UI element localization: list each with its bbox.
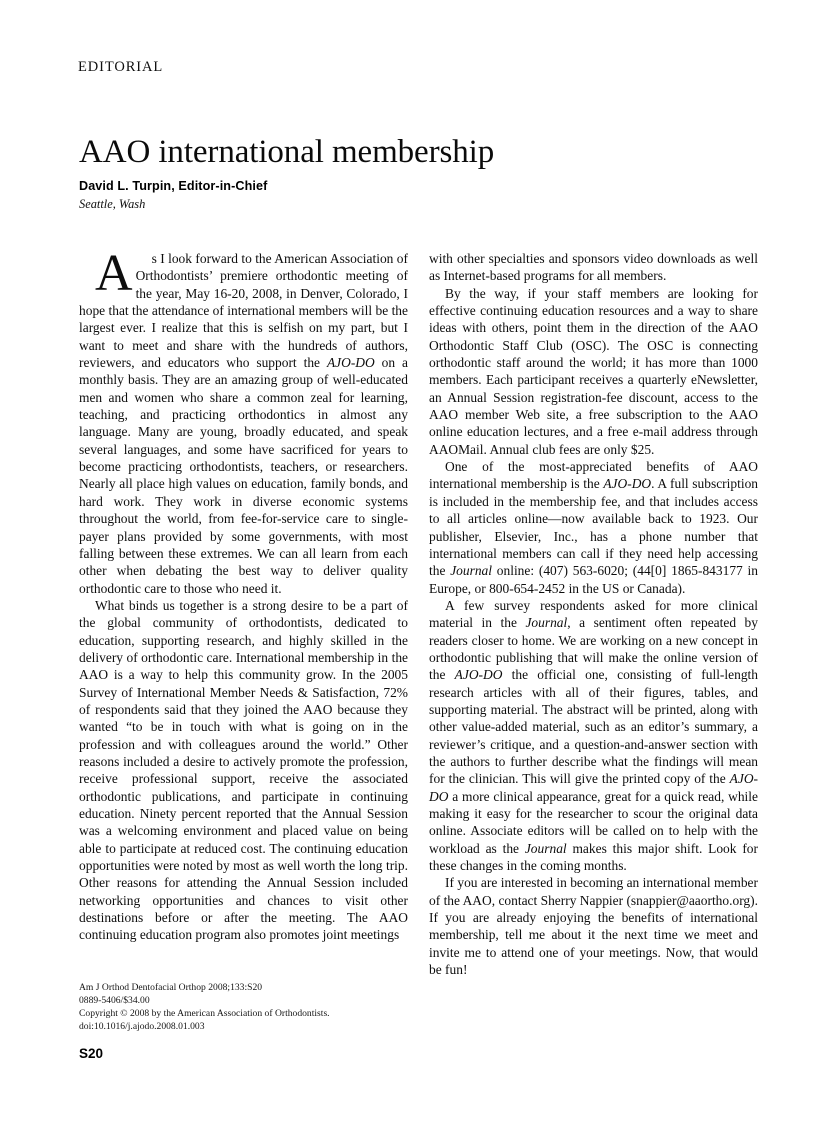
body-paragraph <box>79 597 408 944</box>
footnote-copyright: Copyright © 2008 by the American Association of Orthodontists. <box>79 1008 330 1020</box>
italic-term: AJO-DO <box>326 355 375 371</box>
body-column-left <box>79 245 408 944</box>
drop-cap-letter: A <box>95 245 133 302</box>
page-title: AAO international membership <box>79 134 495 171</box>
italic-term: Journal <box>525 615 568 631</box>
section-kicker: EDITORIAL <box>78 59 164 75</box>
footnote-block <box>79 981 419 1033</box>
footnote-citation: Am J Orthod Dentofacial Orthop 2008;133:S20 <box>79 982 263 993</box>
body-paragraph <box>429 874 758 978</box>
body-column-right <box>429 250 758 978</box>
author-byline: David L. Turpin, Editor-in-Chief <box>79 179 268 193</box>
italic-term: Journal <box>450 563 492 579</box>
body-paragraph <box>429 458 758 597</box>
paragraph-text: One of the most-appreciated benefits of AAO international membership is the AJO-DO. A full subscription is included in the membership fee, and that includes access to all articles online—now available back to 1923. Our publisher, Elsevier, Inc., has a phone number that international members can call if they need help accessing the Journal online: (407) 563-6020; (44[0] 1865-843177 in Europe, or 800-654-2452 in the US or Canada). <box>429 459 759 596</box>
footnote-issn: 0889-5406/$34.00 <box>79 995 150 1007</box>
paragraph-text: If you are interested in becoming an international member of the AAO, contact Sherry Nappier (snappier@aaortho.org). If you are already enjoying the benefits of international membership, tell me about it the next time we meet and invite me to attend one of your meetings. Now, that would be fun! <box>429 875 758 978</box>
paragraph-text: A few survey respondents asked for more clinical material in the Journal, a sentiment often repeated by readers closer to home. We are working on a new concept in orthodontic publishing that will make the online version of the AJO-DO the official one, consisting of full-length research articles with all of their figures, tables, and supporting material. The abstract will be printed, along with other value-added material, such as an editor’s summary, a reviewer’s critique, and a question-and-answer section with the authors to further describe what the findings will mean for the clinician. This will give the printed copy of the AJO-DO a more clinical appearance, great for a quick read, while making it easy for the researcher to scour the original data online. Associate editors will be called on to help with the workload as the Journal makes this major shift. Look for these changes in the coming months. <box>429 597 758 874</box>
footnote-doi: doi:10.1016/j.ajodo.2008.01.003 <box>79 1021 205 1033</box>
body-paragraph <box>79 245 408 597</box>
paragraph-text: What binds us together is a strong desire to be a part of the global community of orthodontists, dedicated to education, supporting research, and highly skilled in the delivery of orthodontic care. International membership in the AAO is a way to help this community grow. In the 2005 Survey of International Member Needs & Satisfaction, 72% of respondents said that they joined the AAO because they wanted “to be in touch with what is going on in the profession and with colleagues around the world.” Other reasons included a desire to actively promote the profession, receive professional support, receive the associated orthodontic publications, and participate in continuing education. Ninety percent reported that the Annual Session was a welcoming environment and placed value on being able to participate at reduced cost. The continuing education opportunities were noted by most as well worth the long trip. Other reasons for attending the Annual Session included networking opportunities and chances to visit other destinations before or after the meeting. The AAO continuing education program also promotes joint meetings <box>79 597 408 943</box>
italic-term: Journal <box>524 840 567 856</box>
italic-term: AJO-DO <box>454 667 503 683</box>
italic-term: AJO-DO <box>429 771 758 804</box>
paragraph-text: By the way, if your staff members are looking for effective continuing education resources and a way to share ideas with others, point them in the direction of the AAO Orthodontic Staff Club (OSC). The OSC is connecting orthodontic staff around the world; it has more than 1000 members. Each participant receives a quarterly eNewsletter, an Annual Session registration-fee discount, access to the AAO member Web site, a free subscription to the AAO online education lectures, and a free e-mail address through AAOMail. Annual club fees are only $25. <box>429 285 758 457</box>
italic-term: AJO-DO <box>603 476 652 492</box>
page-number: S20 <box>79 1046 104 1061</box>
body-paragraph <box>429 285 758 458</box>
body-paragraph <box>429 597 758 875</box>
paragraph-text: s I look forward to the American Association of Orthodontists’ premiere orthodontic meeting of the year, May 16-20, 2008, in Denver, Colorado, I hope that the attendance of international members will be the largest ever. I realize that this is selfish on my part, but I want to meet and share with the hundreds of authors, reviewers, and educators who support the AJO-DO on a monthly basis. They are an amazing group of well-educated men and women who share a common zeal for learning, teaching, and practicing orthodontics in almost any language. Many are young, broadly educated, and speak several languages, and some have sacrificed for years to become practicing orthodontists, teachers, or researchers. Nearly all place high values on education, family bonds, and hard work. They work in diverse economic systems throughout the world, from fee-for-service care to single-payer plans provided by some governments, with most falling between these extremes. We can all learn from each other when debating the best way to deliver quality orthodontic care to those who need it. <box>79 251 408 596</box>
paragraph-text: with other specialties and sponsors video downloads as well as Internet-based programs for all members. <box>429 251 758 284</box>
body-paragraph <box>429 250 758 285</box>
author-affiliation: Seattle, Wash <box>79 197 146 211</box>
